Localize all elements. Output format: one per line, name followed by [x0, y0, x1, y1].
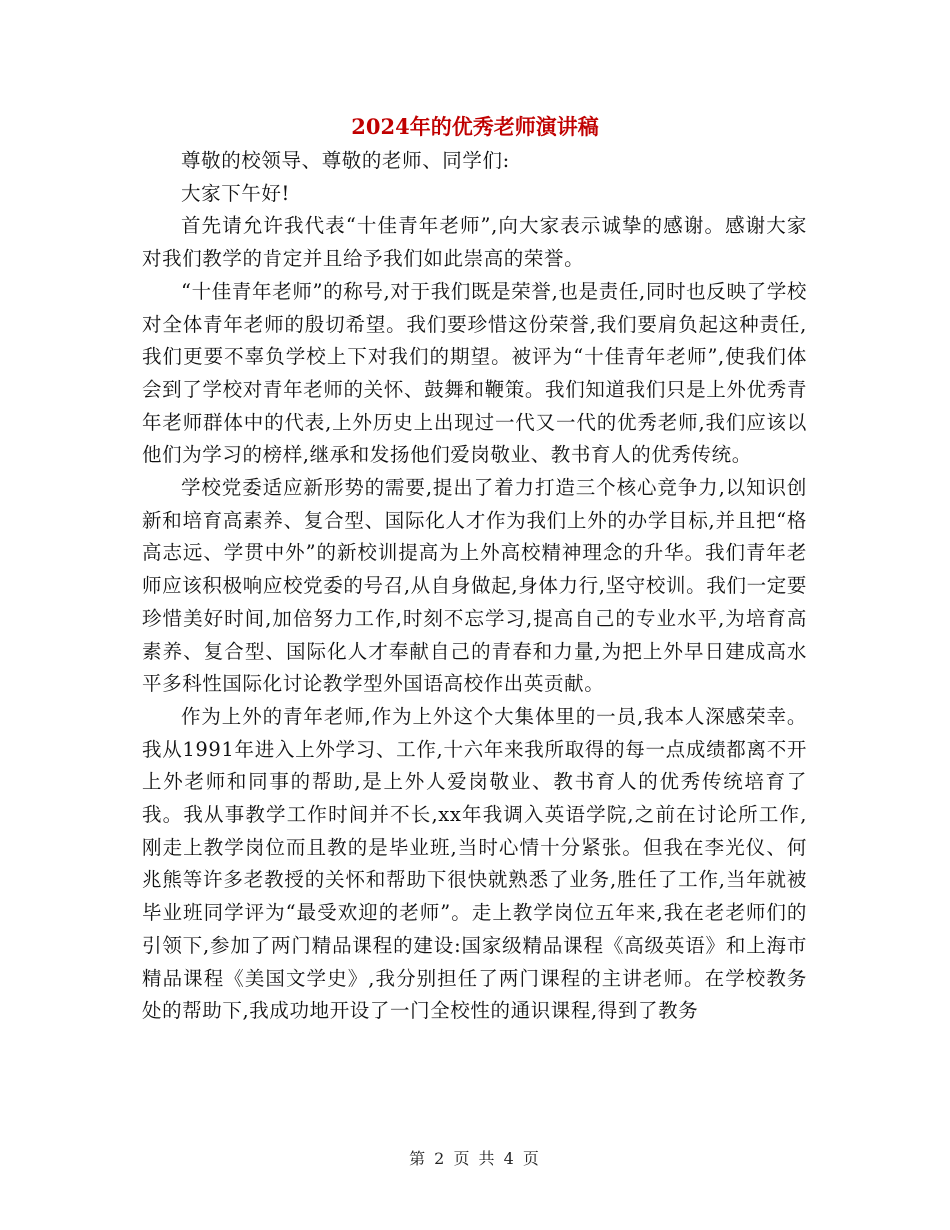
body-paragraph: “十佳青年老师”的称号,对于我们既是荣誉,也是责任,同时也反映了学校对全体青年老师的殷切希望。我们要珍惜这份荣誉,我们要肩负起这种责任,我们更要不辜负学校上下对我们的期望。被评为“十佳青年老师”,使我们体会到了学校对青年老师的关怀、鼓舞和鞭策。我们知道我们只是上外优秀青年老师群体中的代表,上外历史上出现过一代又一代的优秀老师,我们应该以他们为学习的榜样,继承和发扬他们爱岗敬业、教书育人的优秀传统。 — [142, 279, 807, 467]
document-title: 2024年的优秀老师演讲稿 — [351, 114, 599, 139]
greeting: 大家下午好! — [181, 181, 290, 205]
body-paragraph: 学校党委适应新形势的需要,提出了着力打造三个核心竞争力,以知识创新和培育高素养、复合型、国际化人才作为我们上外的办学目标,并且把“格高志远、学贯中外”的新校训提高为上外高校精神理念的升华。我们青年老师应该积极响应校党委的号召,从自身做起,身体力行,坚守校训。我们一定要珍惜美好时间,加倍努力工作,时刻不忘学习,提高自己的专业水平,为培育高素养、复合型、国际化人才奉献自己的青春和力量,为把上外早日建成高水平多科性国际化讨论教学型外国语高校作出英贡献。 — [142, 476, 807, 696]
document-body — [142, 145, 807, 1028]
body-paragraph: 作为上外的青年老师,作为上外这个大集体里的一员,我本人深感荣幸。我从1991年进入上外学习、工作,十六年来我所取得的每一点成绩都离不开上外老师和同事的帮助,是上外人爱岗敬业、教书育人的优秀传统培育了我。我从事教学工作时间并不长,xx年我调入英语学院,之前在讨论所工作,刚走上教学岗位而且教的是毕业班,当时心情十分紧张。但我在李光仪、何兆熊等许多老教授的关怀和帮助下很快就熟悉了业务,胜任了工作,当年就被毕业班同学评为“最受欢迎的老师”。走上教学岗位五年来,我在老老师们的引领下,参加了两门精品课程的建设:国家级精品课程《高级英语》和上海市精品课程《美国文学史》,我分别担任了两门课程的主讲老师。在学校教务处的帮助下,我成功地开设了一门全校性的通识课程,得到了教务 — [142, 704, 807, 1023]
body-paragraph: 首先请允许我代表“十佳青年老师”,向大家表示诚挚的感谢。感谢大家对我们教学的肯定并且给予我们如此崇高的荣誉。 — [142, 214, 807, 271]
page-number-footer: 第 2 页 共 4 页 — [409, 1149, 541, 1168]
salutation: 尊敬的校领导、尊敬的老师、同学们: — [181, 149, 510, 172]
